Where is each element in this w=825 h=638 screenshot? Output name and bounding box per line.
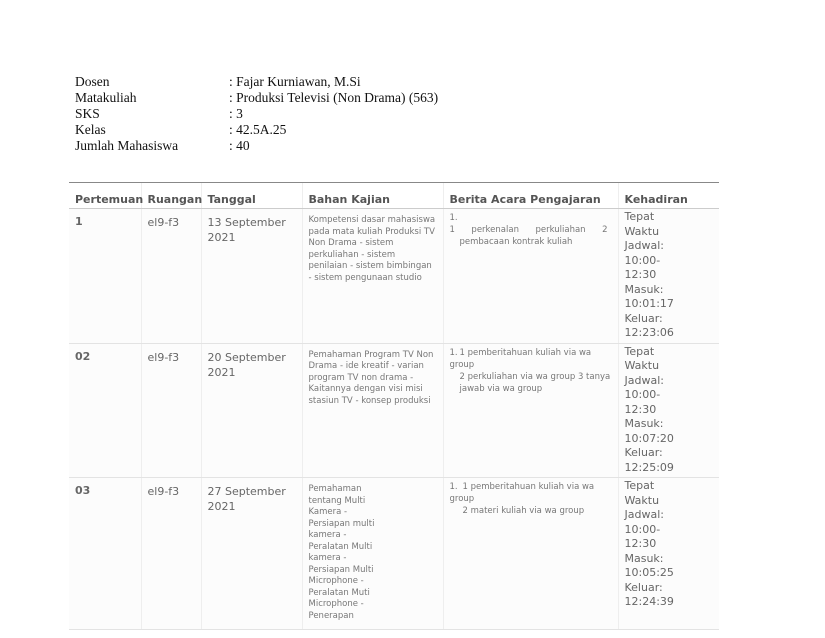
info-row-matakuliah xyxy=(75,90,438,106)
hadir-line: 12:30 xyxy=(624,537,657,550)
info-row-kelas xyxy=(75,122,438,138)
table-header-row xyxy=(69,183,719,209)
berita-line: 2 materi kuliah via wa group xyxy=(462,506,585,516)
hadir-line: Masuk: xyxy=(624,551,664,565)
berita-line: 1 perkenalan perkuliahan 2 xyxy=(449,225,608,235)
info-row-jumlah-mahasiswa xyxy=(75,138,438,154)
cell-berita-acara xyxy=(443,209,618,344)
info-value: : 3 xyxy=(229,106,243,121)
info-label: SKS xyxy=(75,106,100,121)
hadir-line: Tepat xyxy=(624,344,655,358)
cell-bahan-kajian xyxy=(302,478,443,630)
hadir-line: 10:07:20 xyxy=(624,431,674,445)
cell-kehadiran xyxy=(618,209,719,344)
cell-tanggal: 20 September 2021 xyxy=(201,343,302,478)
berita-line: 1 pemberitahuan kuliah via wa group xyxy=(449,347,592,370)
header-ruangan: Ruangan xyxy=(141,183,201,209)
list-number: 1. xyxy=(449,482,458,492)
info-value: : 40 xyxy=(229,138,250,153)
hadir-line: Jadwal: xyxy=(624,373,664,387)
info-row-dosen xyxy=(75,74,438,90)
cell-ruangan: el9-f3 xyxy=(141,343,201,478)
berita-line: 1 pemberitahuan kuliah via wa group xyxy=(449,482,595,504)
header-pertemuan: Pertemuan xyxy=(69,183,141,209)
hadir-line: Tepat xyxy=(624,479,655,492)
hadir-line: 10:01:17 xyxy=(624,297,674,310)
hadir-line: 10:00- xyxy=(624,253,661,267)
list-number: 1. xyxy=(449,213,458,223)
attendance-table xyxy=(69,182,719,630)
info-row-sks xyxy=(75,106,438,122)
info-value: : 42.5A.25 xyxy=(229,122,287,137)
bahan-line: Persiapan multi xyxy=(308,518,375,529)
cell-tanggal: 13 September 2021 xyxy=(201,209,302,344)
hadir-line: Tepat xyxy=(624,210,655,223)
hadir-line: Keluar: xyxy=(624,580,663,594)
bahan-line: kamera - xyxy=(308,553,347,563)
bahan-line: tentang Multi xyxy=(308,495,366,506)
cell-pertemuan: 02 xyxy=(69,343,141,478)
header-kehadiran: Kehadiran xyxy=(618,183,719,209)
table-row xyxy=(69,478,719,630)
info-label: Jumlah Mahasiswa xyxy=(75,138,179,153)
hadir-line: Masuk: xyxy=(624,417,664,430)
cell-pertemuan: 1 xyxy=(69,209,141,344)
hadir-line: Masuk: xyxy=(624,282,664,296)
cell-ruangan: el9-f3 xyxy=(141,209,201,344)
bahan-line: Persiapan Multi xyxy=(308,564,374,575)
cell-pertemuan: 03 xyxy=(69,478,141,630)
berita-line: 2 perkuliahan via wa group 3 tanya jawab via wa group xyxy=(459,371,611,394)
bahan-line: Microphone - xyxy=(308,576,364,586)
course-info xyxy=(75,74,438,154)
hadir-line: 12:30 xyxy=(624,402,657,416)
hadir-line: 10:00- xyxy=(624,388,661,401)
hadir-line: 12:30 xyxy=(624,268,657,281)
bahan-line: Penerapan xyxy=(308,610,354,621)
header-bahan-kajian: Bahan Kajian xyxy=(302,183,443,209)
list-number: 1. xyxy=(449,347,458,358)
hadir-line: Jadwal: xyxy=(624,239,664,252)
table-row xyxy=(69,209,719,344)
bahan-line: Microphone - xyxy=(308,599,364,609)
cell-bahan-kajian: Pemahaman Program TV Non Drama - ide kreatif - varian program TV non drama - Kaitannya dengan visi misi stasiun TV - konsep produksi xyxy=(302,343,443,478)
berita-line: pembacaan kontrak kuliah xyxy=(459,237,573,247)
cell-berita-acara xyxy=(443,343,618,478)
cell-berita-acara xyxy=(443,478,618,630)
cell-tanggal: 27 September 2021 xyxy=(201,478,302,630)
cell-kehadiran xyxy=(618,343,719,478)
hadir-line: Keluar: xyxy=(624,311,663,325)
bahan-line: Kamera - xyxy=(308,507,348,517)
hadir-line: Waktu xyxy=(624,359,660,372)
hadir-line: 10:05:25 xyxy=(624,566,674,579)
info-value: : Fajar Kurniawan, M.Si xyxy=(229,74,361,89)
bahan-line: Peralatan Muti xyxy=(308,587,370,598)
header-tanggal: Tanggal xyxy=(201,183,302,209)
hadir-line: Jadwal: xyxy=(624,508,664,521)
header-berita-acara: Berita Acara Pengajaran xyxy=(443,183,618,209)
info-label: Dosen xyxy=(75,74,110,89)
info-value: : Produksi Televisi (Non Drama) (563) xyxy=(229,90,439,105)
cell-bahan-kajian: Kompetensi dasar mahasiswa pada mata kuliah Produksi TV Non Drama - sistem perkuliahan - sistem penilaian - sistem bimbingan - sistem pengunaan studio xyxy=(302,209,443,344)
info-label: Kelas xyxy=(75,122,106,137)
hadir-line: 10:00- xyxy=(624,522,661,536)
hadir-line: Waktu xyxy=(624,493,660,507)
cell-ruangan: el9-f3 xyxy=(141,478,201,630)
hadir-line: Keluar: xyxy=(624,446,663,459)
hadir-line: Waktu xyxy=(624,224,660,238)
hadir-line: 12:24:39 xyxy=(624,595,674,608)
hadir-line: 12:25:09 xyxy=(624,460,674,474)
cell-kehadiran xyxy=(618,478,719,630)
table-row xyxy=(69,343,719,478)
bahan-line: kamera - xyxy=(308,530,347,540)
bahan-line: Pemahaman xyxy=(308,484,362,494)
bahan-line: Peralatan Multi xyxy=(308,541,373,552)
info-label: Matakuliah xyxy=(75,90,137,105)
hadir-line: 12:23:06 xyxy=(624,326,674,339)
